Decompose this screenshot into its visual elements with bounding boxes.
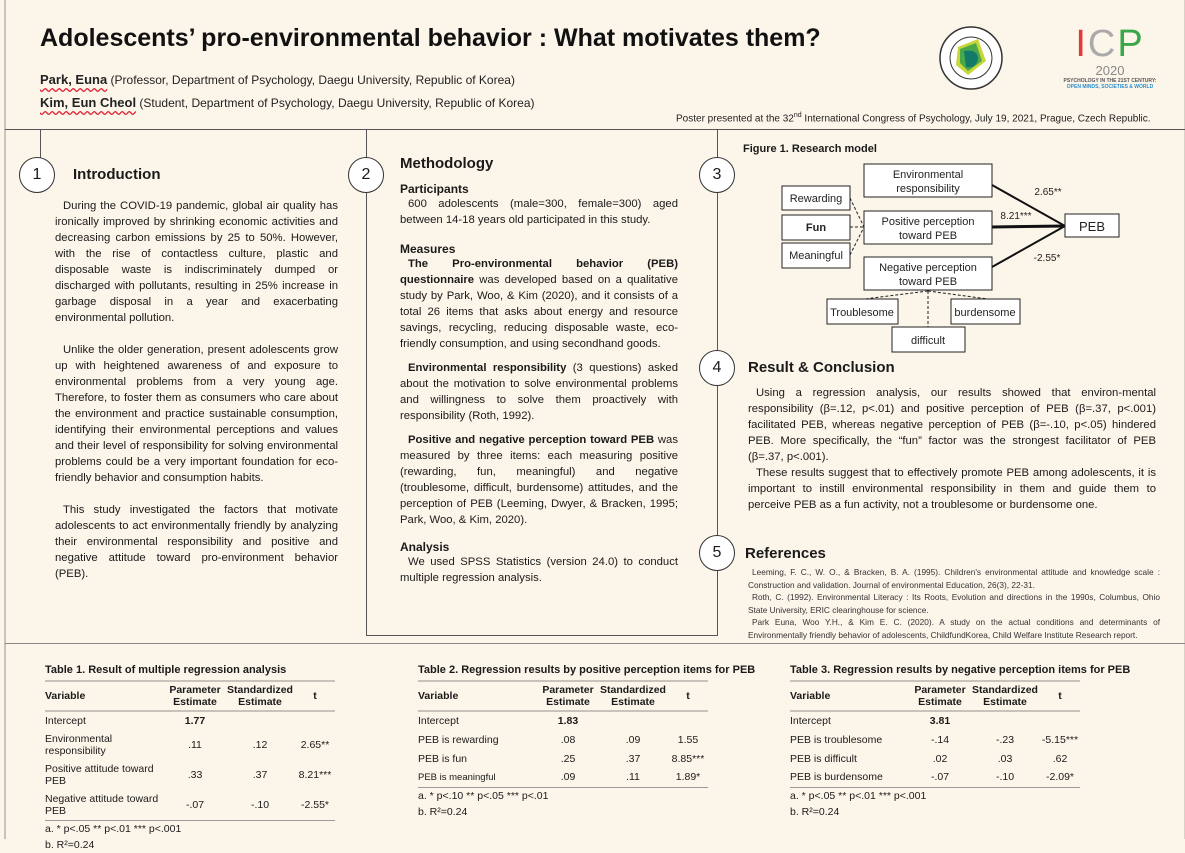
section-title: Introduction — [73, 166, 161, 183]
node-env-label: Environmental — [892, 169, 964, 181]
path-pos-peb — [992, 226, 1065, 227]
subheading: Measures — [400, 242, 456, 256]
node-env-label: responsibility — [896, 183, 960, 195]
column-header: t — [295, 681, 335, 711]
paragraph: During the COVID-19 pandemic, global air quality has ironically improved by shrinking economic activities and decreasing carbon emissions by 25 to 50%. However, with the rise of contactless culture, plastic and disposable waste is indiscriminately dumped or discharged with pollutants, resulting in 25% increase in garbage disposal in a year and exacerbating environmental pollution. — [55, 200, 338, 324]
node-burdensome-label: burdensome — [954, 307, 1016, 319]
table-row — [418, 749, 708, 768]
section-number: 5 — [699, 535, 735, 571]
table-row — [45, 790, 335, 821]
regression-table — [790, 664, 1130, 820]
dashed-link — [928, 291, 988, 299]
section-number: 1 — [19, 157, 55, 193]
table-cell: PEB is fun — [418, 752, 468, 765]
path-coef-neg: -2.55* — [1033, 253, 1061, 264]
table-cell: Intercept — [45, 715, 86, 727]
section-number: 2 — [348, 157, 384, 193]
column-header: Variable — [418, 681, 538, 711]
column-header: Parameter Estimate — [910, 681, 970, 711]
table-cell: .12 — [252, 739, 268, 751]
table-cell: 2.65** — [300, 739, 330, 751]
node-troublesome-label: Troublesome — [830, 307, 894, 319]
node-neg-label: Negative perception — [879, 262, 977, 274]
section-title: Methodology — [400, 155, 494, 172]
table-cell: Negative attitude toward PEB — [45, 790, 165, 821]
table-cell: PEB is burdensome — [790, 768, 910, 787]
table-cell: Intercept — [790, 715, 831, 727]
table-cell: -.23 — [995, 733, 1015, 746]
research-model-diagram — [0, 0, 1185, 360]
table-row — [418, 730, 708, 749]
dashed-link — [865, 291, 928, 299]
table-row — [45, 711, 335, 730]
subheading: Participants — [400, 182, 469, 196]
table-note: a. * p<.05 ** p<.01 *** p<.001 — [790, 789, 927, 802]
subheading: Analysis — [400, 540, 450, 554]
dashed-link — [850, 198, 864, 227]
column-header: Standardized Estimate — [970, 681, 1040, 711]
node-difficult-label: difficult — [910, 335, 946, 347]
reference-item: Park Euna, Woo Y.H., & Kim E. C. (2020). A study on the actual conditions and determinants of Environmentally friendly behavior of adolescents, ChildfundKorea, Child Welfare Institute Research report. — [748, 617, 1160, 640]
regression-table — [45, 664, 335, 853]
node-pos-label: Positive perception — [881, 216, 975, 228]
table-cell: 8.85*** — [671, 752, 705, 765]
table-row — [418, 711, 708, 730]
path-coef-pos: 8.21*** — [1000, 211, 1032, 222]
tables-divider — [5, 643, 1185, 644]
table-cell: .25 — [560, 752, 576, 765]
divider — [366, 635, 718, 636]
paragraph: These results suggest that to effectively promote PEB among adolescents, it is important to instill environmental responsibility in them and guide them to perceive PEB as a fun activity, not a troublesome or burdensome one. — [748, 467, 1156, 511]
author-affiliation: (Student, Department of Psychology, Daegu University, Republic of Korea) — [139, 96, 535, 110]
section-title: References — [745, 545, 826, 562]
table-cell: Positive attitude toward PEB — [45, 763, 154, 787]
node-rewarding-label: Rewarding — [789, 193, 843, 205]
presented-note: Poster presented at the 32nd International Congress of Psychology, July 19, 2021, Prague, Czech Republic. — [676, 112, 1151, 125]
reference-item: Leeming, F. C., W. O., & Bracken, B. A. (1995). Children's environmental attitude and knowledge scale : Construction and validation. Journal of environmental Education, 26(3), 22-31. — [748, 567, 1160, 590]
table-cell: 1.77 — [184, 715, 206, 727]
table-cell: 8.21*** — [298, 769, 332, 781]
figure-caption: Figure 1. Research model — [743, 143, 877, 155]
table-cell: Intercept — [418, 715, 459, 727]
table-cell: .37 — [625, 752, 641, 765]
column-header: Variable — [45, 681, 165, 711]
table-cell: 1.83 — [557, 715, 579, 727]
table-cell: 1.89* — [668, 768, 708, 787]
column-header: Standardized Estimate — [225, 681, 295, 711]
table-cell: .02 — [932, 752, 948, 765]
column-header: Parameter Estimate — [538, 681, 598, 711]
table-row — [790, 730, 1080, 749]
table-note: b. R²=0.24 — [790, 805, 840, 818]
table-cell: Environmental responsibility — [45, 733, 113, 757]
column-header: Parameter Estimate — [165, 681, 225, 711]
node-neg-label: toward PEB — [898, 276, 958, 288]
column-header: Variable — [790, 681, 910, 711]
result-text — [748, 385, 1156, 513]
paragraph: Using a regression analysis, our results showed that environ-mental responsibility (β=.12, p<.01) and positive perception of PEB (β=.37, p<.001) facilitated PEB, whereas negative perception of PEB (β=-.10, p<.05) hindered PEB. More specifically, the “fun” factor was the strongest facilitator of PEB (β=.37, p<.001). — [748, 387, 1156, 463]
table-cell: PEB is troublesome — [790, 733, 883, 746]
table-cell — [598, 711, 668, 730]
table-cell: -2.55* — [295, 790, 335, 821]
table-cell: .62 — [1052, 752, 1068, 765]
paragraph: This study investigated the factors that motivate adolescents to act environmentally friendly by analyzing their environmental responsibility and positive and negative attitude toward pro-environment behavior (PEB). — [55, 504, 338, 580]
table-cell — [970, 711, 1040, 730]
author-name: Kim, Eun Cheol — [40, 95, 137, 110]
paragraph: The Pro-environmental behavior (PEB) questionnaire was developed based on a qualitative study by Park, Woo, & Kim (2020), and it consists of a total 26 items that asks about energy and resource savings, recycling, reducing disposable waste, eco-friendly consumption, and using secondhand goods. — [400, 258, 678, 350]
table-cell: PEB is difficult — [790, 752, 857, 765]
table-row — [790, 749, 1080, 768]
table-cell: .33 — [187, 769, 203, 781]
regression-table — [418, 664, 755, 820]
author-affiliation: (Professor, Department of Psychology, Daegu University, Republic of Korea) — [110, 73, 515, 87]
table-cell: PEB is rewarding — [418, 733, 499, 746]
author-name: Park, Euna — [40, 72, 108, 87]
node-meaningful-label: Meaningful — [789, 250, 843, 262]
table-row — [45, 730, 335, 760]
table-cell: -.10 — [970, 768, 1040, 787]
node-pos-label: toward PEB — [898, 230, 958, 242]
table-note: a. * p<.05 ** p<.01 *** p<.001 — [45, 823, 182, 835]
paragraph: Positive and negative perception toward PEB was measured by three items: each measuring positive (rewarding, fun, meaningful) and negative (troublesome, difficult, burdensome) attitudes, and the perception of PEB (Leeming, Dwyer, & Bracken, 1995; Park, Woo, & Kim, 2020). — [400, 434, 678, 526]
path-coef-env: 2.65** — [1034, 187, 1062, 198]
table-caption: Table 3. Regression results by negative perception items for PEB — [790, 664, 1131, 676]
dashed-link — [850, 227, 864, 255]
table-cell: -2.09* — [1040, 768, 1080, 787]
table-cell: .37 — [252, 769, 268, 781]
table-row — [790, 768, 1080, 787]
table-cell — [668, 711, 708, 730]
table-note: b. R²=0.24 — [45, 839, 95, 851]
table-note: a. * p<.10 ** p<.05 *** p<.01 — [418, 789, 549, 802]
table-cell: .08 — [560, 733, 576, 746]
table-cell: 3.81 — [929, 715, 951, 727]
table-cell: -.07 — [165, 790, 225, 821]
section-title: Result & Conclusion — [748, 359, 895, 376]
paragraph: We used SPSS Statistics (version 24.0) to conduct multiple regression analysis. — [400, 556, 678, 584]
table-cell: PEB is meaningful — [418, 768, 538, 787]
reference-item: Roth, C. (1992). Environmental Literacy : Its Roots, Evolution and directions in the 1990s, Columbus, Ohio State University, ERIC clearinghouse for science. — [748, 592, 1160, 615]
column-header: t — [1040, 681, 1080, 711]
paragraph: Unlike the older generation, present adolescents grow up with heightened awareness of and exposure to environmental problems from a very young age. Therefore, to foster them as consumers who care about the environment and practice sustainable consumption, identifying their environmental perceptions and values and their level of responsibility for solving environmental problems could be a very important foundation for eco-friendly behavior and consumption habits. — [55, 344, 338, 484]
column-header: Standardized Estimate — [598, 681, 668, 711]
table-row — [790, 711, 1080, 730]
table-cell: .11 — [188, 739, 202, 751]
icp-2020-logo: ICP 2020 PSYCHOLOGY IN THE 21ST CENTURY: OPEN MINDS, SOCIETIES & WORLD — [1063, 23, 1157, 90]
table-cell: -.07 — [910, 768, 970, 787]
section-number: 3 — [699, 157, 735, 193]
table-caption: Table 1. Result of multiple regression analysis — [45, 664, 287, 676]
table-cell — [295, 711, 335, 730]
column-header: t — [668, 681, 708, 711]
table-caption: Table 2. Regression results by positive perception items for PEB — [418, 664, 756, 676]
node-peb-label: PEB — [1078, 219, 1106, 234]
table-row — [45, 760, 335, 790]
node-fun-label: Fun — [805, 222, 827, 234]
table-cell: -5.15*** — [1041, 733, 1079, 746]
table-cell: .03 — [997, 752, 1013, 765]
section-number: 4 — [699, 350, 735, 386]
paragraph: Environmental responsibility (3 questions) asked about the motivation to solve environmental problems and willingness to solve them proactively with responsibility (Roth, 1992). — [400, 362, 678, 422]
table-note: b. R²=0.24 — [418, 805, 468, 818]
poster-title: Adolescents’ pro-environmental behavior : What motivates them? — [40, 24, 821, 52]
table-row — [418, 768, 708, 787]
table-cell: -.10 — [225, 790, 295, 821]
table-cell: -.14 — [930, 733, 950, 746]
paragraph: 600 adolescents (male=300, female=300) aged between 14-18 years old participated in this study. — [400, 198, 678, 226]
table-cell — [225, 711, 295, 730]
table-cell: 1.55 — [677, 733, 699, 746]
table-cell: .09 — [538, 768, 598, 787]
reference-list — [748, 566, 1160, 641]
table-cell — [1040, 711, 1080, 730]
table-cell: .09 — [625, 733, 641, 746]
table-cell: .11 — [598, 768, 668, 787]
